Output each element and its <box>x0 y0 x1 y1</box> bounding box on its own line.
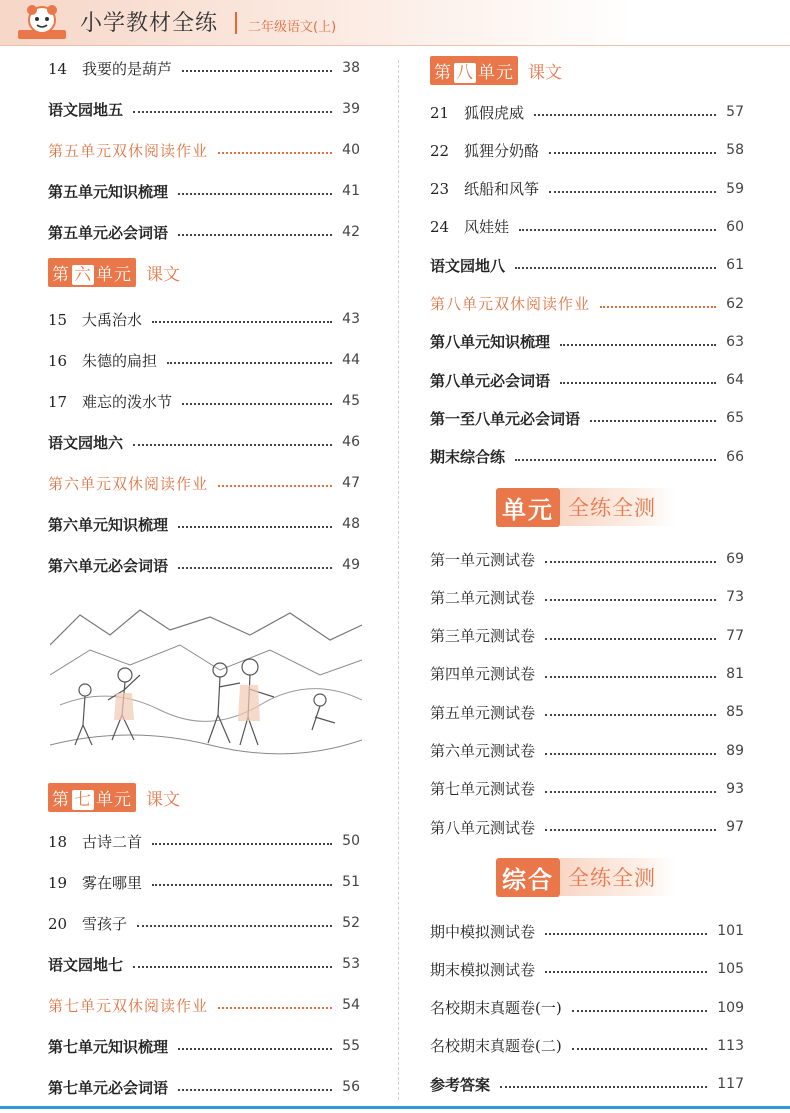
dot-leader <box>549 191 716 193</box>
toc-entry <box>430 138 744 162</box>
entry-title: 第四单元测试卷 <box>430 665 536 684</box>
dot-leader <box>152 321 332 323</box>
toc-entry <box>430 624 744 648</box>
entry-title: 第六单元必会词语 <box>48 556 169 575</box>
entry-title: 第七单元双休阅读作业 <box>48 996 209 1015</box>
page-number: 89 <box>726 742 744 759</box>
dot-leader <box>545 676 716 678</box>
entry-title: 狐狸分奶酪 <box>464 141 540 160</box>
toc-entry <box>48 911 360 935</box>
dot-leader <box>534 114 716 116</box>
dot-leader <box>178 526 332 528</box>
toc-entry <box>48 471 360 495</box>
page-number: 77 <box>726 627 744 644</box>
dot-leader <box>545 714 716 716</box>
toc-entry <box>430 957 744 981</box>
toc-entry <box>430 1034 744 1058</box>
page-number: 43 <box>342 311 360 327</box>
page-number: 73 <box>726 589 744 606</box>
entry-title: 第一单元测试卷 <box>430 550 536 569</box>
dot-leader <box>545 829 716 831</box>
toc-entry <box>48 56 360 80</box>
page-number: 64 <box>726 372 744 389</box>
toc-entry <box>48 307 360 331</box>
dot-leader <box>133 444 332 446</box>
lesson-number: 21 <box>430 103 450 122</box>
toc-entry <box>48 179 360 203</box>
entry-title: 第五单元必会词语 <box>48 223 169 242</box>
entry-title: 语文园地五 <box>48 100 124 119</box>
dot-leader <box>545 791 716 793</box>
dot-leader <box>549 152 716 154</box>
dot-leader <box>515 267 716 269</box>
entry-title: 第六单元知识梳理 <box>48 515 169 534</box>
entry-title: 语文园地七 <box>48 955 124 974</box>
toc-entry <box>430 739 744 763</box>
dot-leader <box>133 966 332 968</box>
dot-leader <box>218 1007 332 1009</box>
dot-leader <box>515 459 716 461</box>
toc-entry <box>430 662 744 686</box>
column-divider <box>398 60 400 1100</box>
page-number: 117 <box>717 1076 744 1093</box>
dot-leader <box>545 933 707 935</box>
dot-leader <box>152 884 332 886</box>
dot-leader <box>572 1010 708 1012</box>
toc-entry <box>430 445 744 469</box>
entry-title: 第五单元测试卷 <box>430 703 536 722</box>
dot-leader <box>218 152 332 154</box>
page-number: 61 <box>726 257 744 274</box>
dot-leader <box>545 753 716 755</box>
entry-title: 大禹治水 <box>82 310 143 329</box>
entry-title: 狐假虎威 <box>464 103 525 122</box>
lesson-number: 17 <box>48 392 68 411</box>
lesson-number: 19 <box>48 873 68 892</box>
page-number: 41 <box>342 183 360 199</box>
dot-leader <box>167 362 332 364</box>
page-number: 40 <box>342 142 360 158</box>
page-number: 81 <box>726 665 744 682</box>
page-number: 63 <box>726 333 744 350</box>
page-number: 60 <box>726 218 744 235</box>
entry-title: 第七单元测试卷 <box>430 780 536 799</box>
dot-leader <box>178 567 332 569</box>
unit-8-subtitle: 课文 <box>528 62 562 83</box>
dot-leader <box>178 234 332 236</box>
entry-title: 雾在哪里 <box>82 873 143 892</box>
entry-title: 语文园地六 <box>48 433 124 452</box>
page-number: 45 <box>342 393 360 409</box>
comprehensive-banner-sub: 全练全测 <box>560 858 676 896</box>
dot-leader <box>178 193 332 195</box>
dot-leader <box>152 843 332 845</box>
entry-title: 难忘的泼水节 <box>82 392 173 411</box>
entry-title: 参考答案 <box>430 1075 491 1094</box>
dot-leader <box>560 382 716 384</box>
toc-entry <box>48 553 360 577</box>
page-number: 50 <box>342 833 360 849</box>
toc-entry <box>48 1075 360 1099</box>
page-number: 49 <box>342 557 360 573</box>
dot-leader <box>182 403 332 405</box>
toc-entry <box>430 292 744 316</box>
lesson-number: 16 <box>48 351 68 370</box>
entry-title: 名校期末真题卷(一) <box>430 999 562 1018</box>
toc-entry <box>48 97 360 121</box>
dot-leader <box>500 1086 707 1088</box>
toc-entry <box>48 348 360 372</box>
entry-title: 第八单元测试卷 <box>430 818 536 837</box>
toc-entry <box>48 430 360 454</box>
toc-entry <box>48 993 360 1017</box>
toc-entry <box>430 406 744 430</box>
page-number: 46 <box>342 434 360 450</box>
page-number: 59 <box>726 180 744 197</box>
unit-tests-banner-sub: 全练全测 <box>560 488 676 526</box>
toc-entry <box>48 220 360 244</box>
page-number: 93 <box>726 780 744 797</box>
toc-entry <box>430 215 744 239</box>
page-number: 66 <box>726 448 744 465</box>
unit-6-subtitle: 课文 <box>146 264 180 285</box>
unit-7-heading <box>48 782 180 812</box>
toc-entry <box>430 1072 744 1096</box>
dot-leader <box>519 229 716 231</box>
mascot-logo-icon <box>14 4 70 42</box>
dot-leader <box>600 306 716 308</box>
entry-title: 第八单元知识梳理 <box>430 333 551 352</box>
entry-title: 第一至八单元必会词语 <box>430 409 581 428</box>
entry-title: 第八单元双休阅读作业 <box>430 295 591 313</box>
page-number: 42 <box>342 224 360 240</box>
entry-title: 第二单元测试卷 <box>430 588 536 607</box>
entry-title: 第六单元双休阅读作业 <box>48 474 209 493</box>
page-number: 57 <box>726 104 744 120</box>
unit-6-heading <box>48 257 180 287</box>
entry-title: 古诗二首 <box>82 832 143 851</box>
entry-title: 名校期末真题卷(二) <box>430 1037 562 1056</box>
entry-title: 期中模拟测试卷 <box>430 922 536 941</box>
page-number: 55 <box>342 1038 360 1054</box>
toc-entry <box>430 368 744 392</box>
toc-entry <box>48 512 360 536</box>
dayu-illustration <box>50 605 362 760</box>
lesson-number: 14 <box>48 59 68 78</box>
toc-entry <box>48 829 360 853</box>
toc-entry <box>430 330 744 354</box>
toc-entry <box>430 815 744 839</box>
lesson-number: 18 <box>48 832 68 851</box>
dot-leader <box>133 111 332 113</box>
comprehensive-banner-label: 综合 <box>496 858 560 897</box>
toc-entry <box>48 952 360 976</box>
page-number: 113 <box>717 1037 744 1054</box>
dot-leader <box>572 1048 708 1050</box>
lesson-number: 24 <box>430 218 450 237</box>
dot-leader <box>178 1048 332 1050</box>
page-number: 56 <box>342 1079 360 1095</box>
page-number: 69 <box>726 551 744 567</box>
dot-leader <box>590 420 716 422</box>
unit-8-heading <box>430 55 562 85</box>
page-number: 48 <box>342 516 360 532</box>
page-number: 53 <box>342 956 360 972</box>
unit-7-subtitle: 课文 <box>146 789 180 810</box>
page-number: 97 <box>726 819 744 836</box>
toc-entry <box>430 547 744 571</box>
unit-7-badge: 第 七 单元 <box>48 783 136 812</box>
footer-rule <box>0 1106 790 1109</box>
lesson-number: 22 <box>430 141 450 160</box>
dot-leader <box>218 485 332 487</box>
grade-label: 二年级语文(上) <box>248 20 337 35</box>
page-number: 52 <box>342 915 360 931</box>
entry-title: 期末模拟测试卷 <box>430 960 536 979</box>
toc-entry <box>430 253 744 277</box>
toc-entry <box>48 389 360 413</box>
dot-leader <box>545 599 716 601</box>
page-number: 39 <box>342 101 360 117</box>
toc-entry <box>430 585 744 609</box>
header-separator <box>235 12 237 34</box>
entry-title: 风娃娃 <box>464 218 510 237</box>
entry-title: 雪孩子 <box>82 914 128 933</box>
lesson-number: 15 <box>48 310 68 329</box>
unit-tests-banner <box>496 487 676 527</box>
entry-title: 第七单元知识梳理 <box>48 1037 169 1056</box>
entry-title: 第六单元测试卷 <box>430 742 536 760</box>
dot-leader <box>545 638 716 640</box>
brand-title: 小学教材全练 <box>80 11 219 36</box>
toc-entry <box>430 700 744 724</box>
unit-6-badge: 第 六 单元 <box>48 258 136 287</box>
dot-leader <box>182 70 332 72</box>
lesson-number: 23 <box>430 180 450 199</box>
toc-entry <box>430 919 744 943</box>
page-number: 47 <box>342 475 360 491</box>
page-header <box>0 0 790 46</box>
page-number: 105 <box>717 961 744 978</box>
toc-entry <box>48 870 360 894</box>
entry-title: 第七单元必会词语 <box>48 1078 169 1097</box>
toc-entry <box>48 138 360 162</box>
page-number: 65 <box>726 410 744 427</box>
entry-title: 语文园地八 <box>430 256 506 275</box>
lesson-number: 20 <box>48 914 68 933</box>
entry-title: 我要的是葫芦 <box>82 59 173 78</box>
page-number: 62 <box>726 295 744 312</box>
page-number: 101 <box>717 923 744 939</box>
entry-title: 第五单元双休阅读作业 <box>48 141 209 160</box>
toc-entry <box>430 100 744 124</box>
page-number: 109 <box>717 999 744 1016</box>
comprehensive-tests-banner <box>496 857 676 897</box>
page-number: 58 <box>726 142 744 159</box>
entry-title: 纸船和风筝 <box>464 180 540 199</box>
unit-tests-banner-label: 单元 <box>496 488 560 527</box>
toc-entry <box>430 777 744 801</box>
entry-title: 第八单元必会词语 <box>430 371 551 390</box>
entry-title: 第三单元测试卷 <box>430 627 536 646</box>
page-number: 85 <box>726 704 744 721</box>
entry-title: 第五单元知识梳理 <box>48 182 169 201</box>
page-number: 54 <box>342 997 360 1013</box>
unit-8-badge: 第 八 单元 <box>430 56 518 85</box>
page-number: 44 <box>342 352 360 368</box>
dot-leader <box>137 925 332 927</box>
entry-title: 期末综合练 <box>430 448 506 467</box>
header-rule <box>0 45 790 46</box>
entry-title: 朱德的扁担 <box>82 351 158 370</box>
toc-entry <box>430 996 744 1020</box>
toc-entry <box>48 1034 360 1058</box>
dot-leader <box>560 344 716 346</box>
page-number: 51 <box>342 874 360 890</box>
dot-leader <box>178 1089 332 1091</box>
dot-leader <box>545 561 716 563</box>
toc-entry <box>430 177 744 201</box>
page-number: 38 <box>342 60 360 76</box>
dot-leader <box>545 971 707 973</box>
